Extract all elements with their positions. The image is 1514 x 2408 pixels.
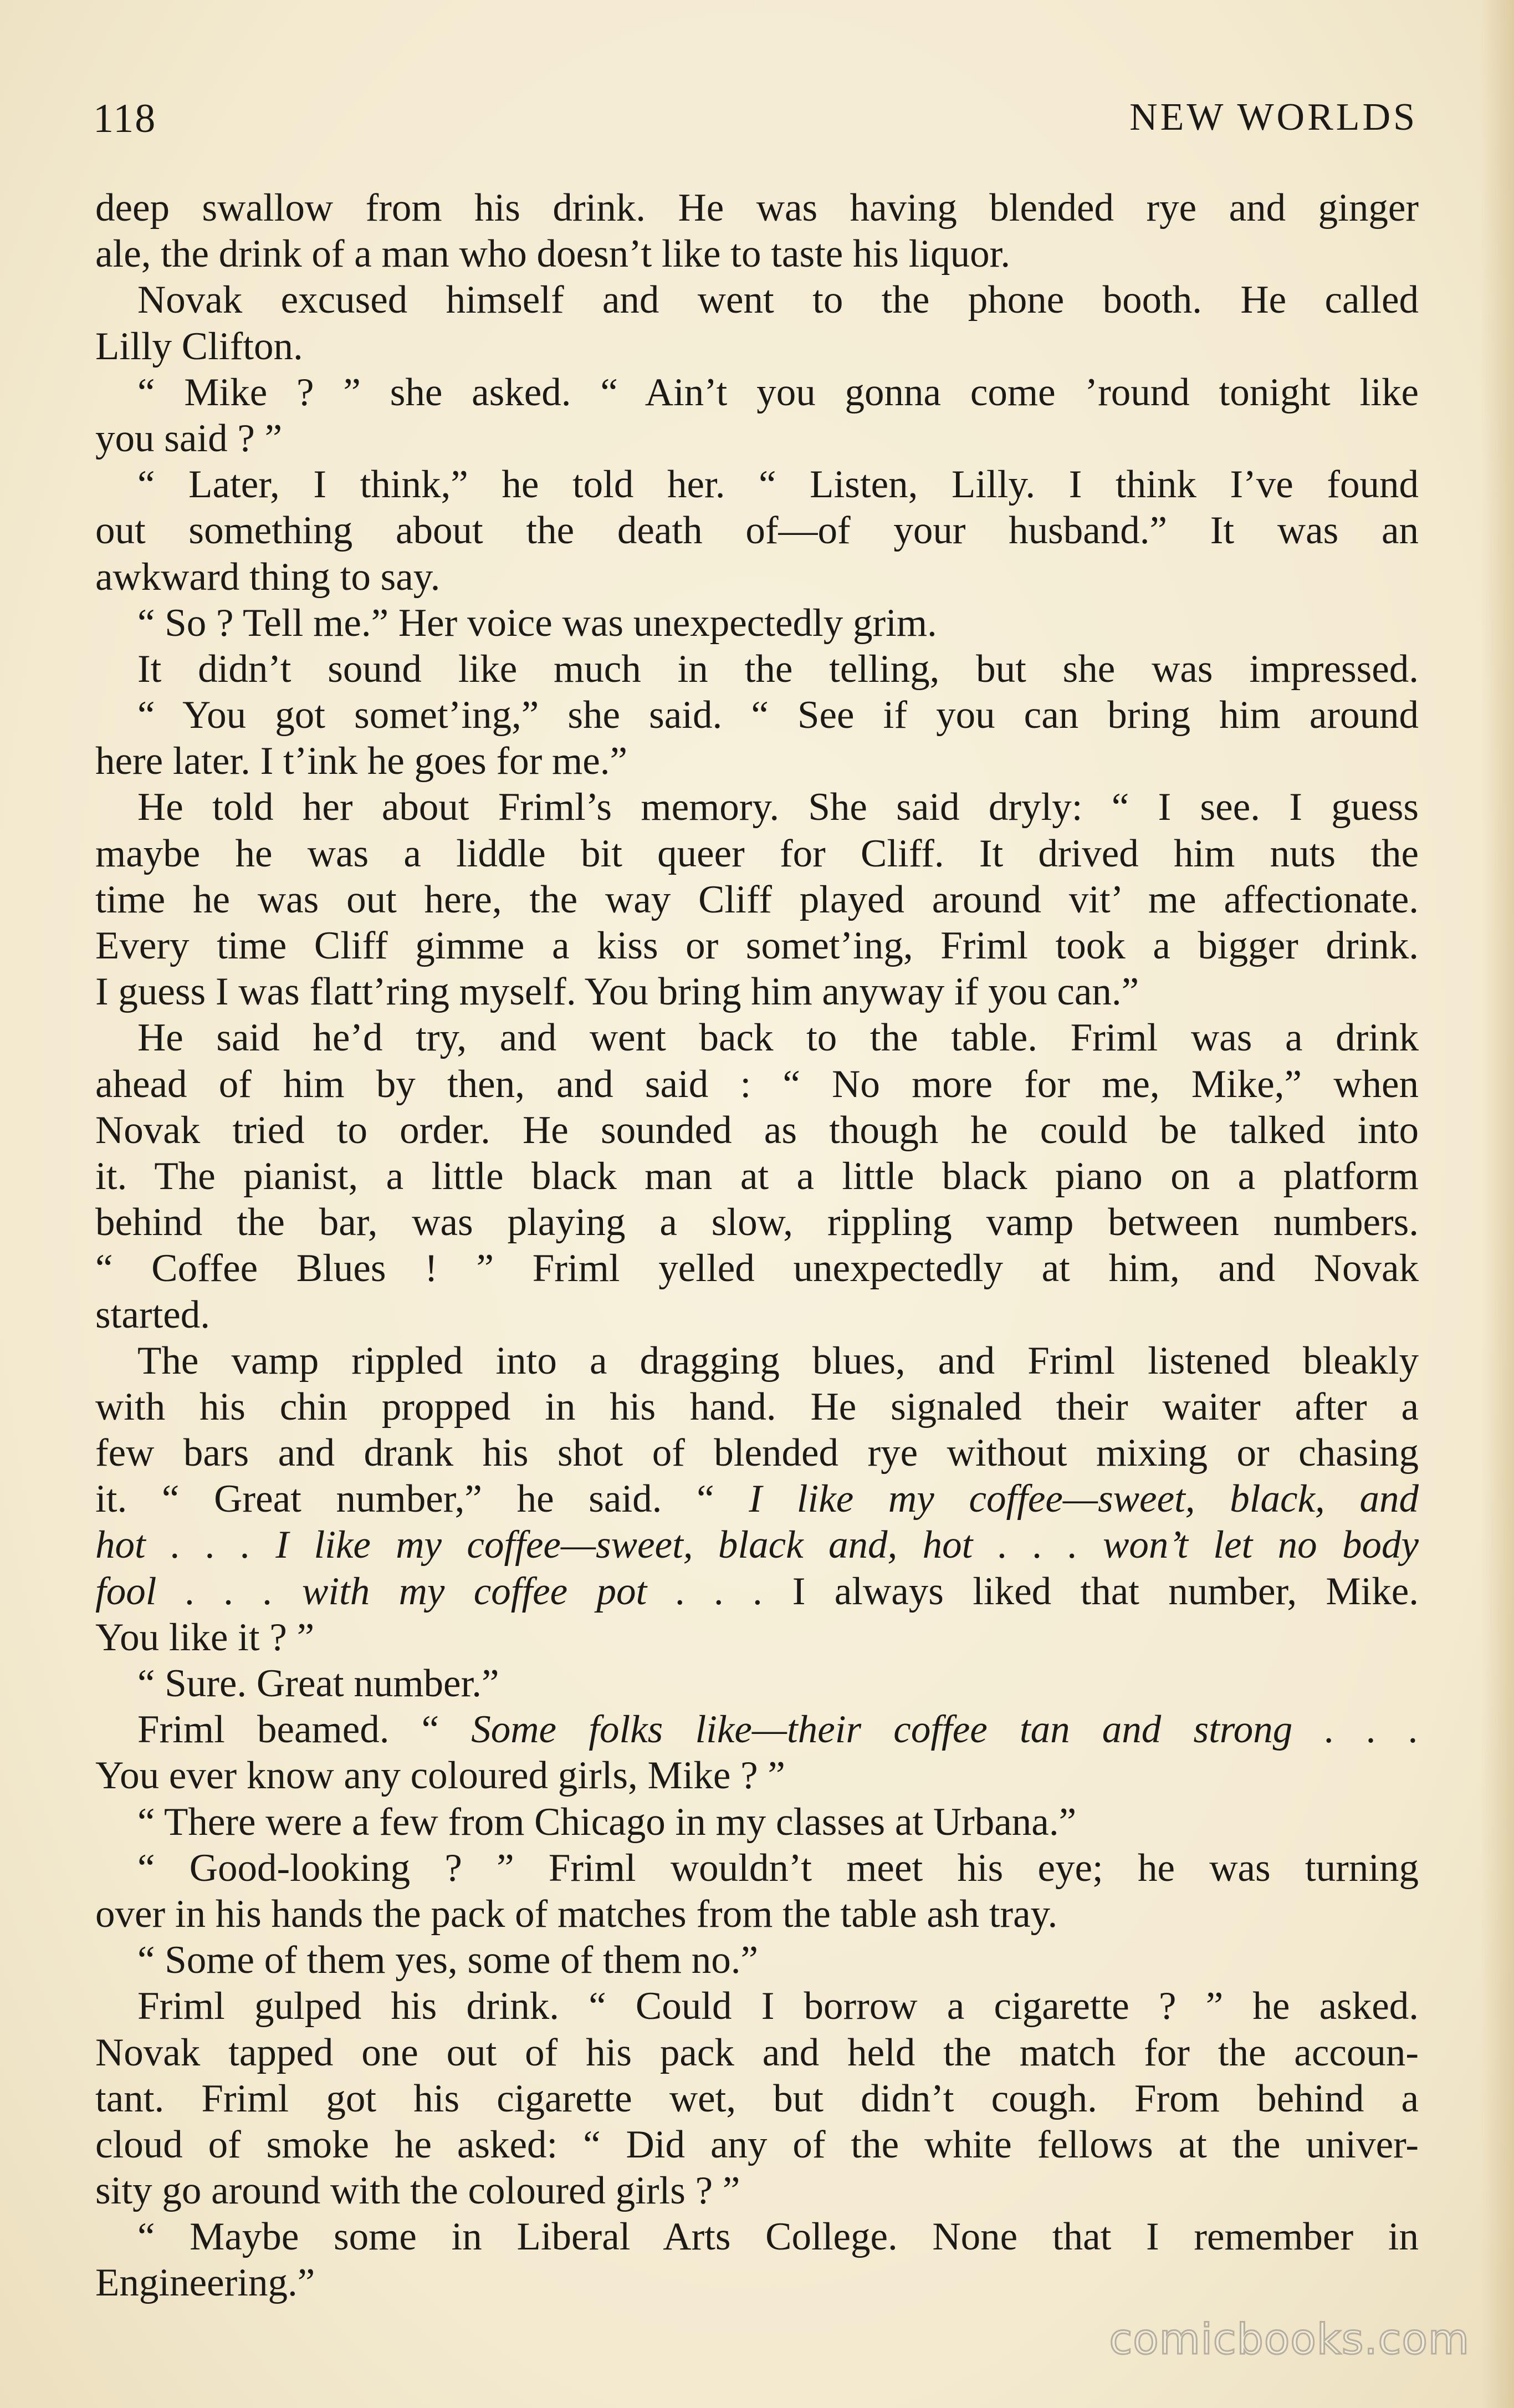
page-edge-shading (1481, 0, 1514, 2408)
text-line (95, 1707, 1419, 1753)
text-line (95, 1200, 1419, 1246)
italic-text: I like my coffee—sweet, black, and (749, 1477, 1419, 1521)
text-line (95, 1569, 1419, 1615)
line-text: tant. Friml got his cigarette wet, but didn’t cough. From behind a (95, 2077, 1419, 2120)
line-text: I guess I was flatt’ring myself. You bring him anyway if you can.” (95, 970, 1139, 1014)
text-line (95, 2122, 1419, 2168)
line-text: it. “ Great number,” he said. “ (95, 1477, 749, 1521)
text-line (95, 1799, 1419, 1845)
text-line (95, 2030, 1419, 2076)
line-text: “ Mike ? ” she asked. “ Ain’t you gonna come ’round tonight like (137, 370, 1419, 414)
line-text: “ Sure. Great number.” (137, 1662, 499, 1705)
line-text: ale, the drink of a man who doesn’t like to taste his liquor. (95, 232, 1011, 276)
line-text: Lilly Clifton. (95, 324, 303, 368)
line-text: The vamp rippled into a dragging blues, and Friml listened bleakly (137, 1339, 1419, 1382)
text-line (95, 462, 1419, 508)
text-line (95, 1983, 1419, 2029)
line-text: I always liked that number, Mike. (763, 1569, 1419, 1613)
text-line (95, 1891, 1419, 1937)
line-text: Every time Cliff gimme a kiss or somet’ing, Friml took a bigger drink. (95, 924, 1419, 967)
line-text: with his chin propped in his hand. He signaled their waiter after a (95, 1385, 1419, 1429)
line-text: ahead of him by then, and said : “ No more for me, Mike,” when (95, 1062, 1419, 1106)
line-text: “ There were a few from Chicago in my classes at Urbana.” (137, 1800, 1077, 1844)
italic-text: Some folks like—their coffee tan and strong . . . (471, 1708, 1419, 1752)
watermark: comicbooks.com (1109, 2314, 1470, 2364)
page-number: 118 (93, 96, 157, 141)
text-line (95, 831, 1419, 877)
text-line (95, 1246, 1419, 1292)
text-line (95, 1062, 1419, 1108)
line-text: over in his hands the pack of matches from the table ash tray. (95, 1892, 1058, 1936)
line-text: “ Later, I think,” he told her. “ Listen, Lilly. I think I’ve found (137, 463, 1419, 507)
line-text: Friml beamed. “ (137, 1708, 472, 1752)
text-line (95, 1845, 1419, 1891)
line-text: it. The pianist, a little black man at a little black piano on a platform (95, 1154, 1419, 1198)
line-text: You like it ? ” (95, 1615, 315, 1659)
text-line (95, 231, 1419, 277)
line-text: cloud of smoke he asked: “ Did any of the white fellows at the univer- (95, 2123, 1419, 2166)
line-text: “ Maybe some in Liberal Arts College. None that I remember in (137, 2215, 1419, 2259)
text-line (95, 1522, 1419, 1568)
text-line (95, 646, 1419, 692)
line-text: you said ? ” (95, 416, 283, 460)
line-text: out something about the death of—of your husband.” It was an (95, 509, 1419, 553)
text-line (95, 1338, 1419, 1384)
text-line (95, 877, 1419, 923)
line-text: “ Coffee Blues ! ” Friml yelled unexpectedly at him, and Novak (95, 1247, 1419, 1290)
line-text: maybe he was a liddle bit queer for Cliff. It drived him nuts the (95, 831, 1419, 875)
text-line (95, 1476, 1419, 1522)
body-text (95, 185, 1419, 2307)
text-line (95, 692, 1419, 738)
text-line (95, 1661, 1419, 1707)
line-text: sity go around with the coloured girls ? ” (95, 2169, 740, 2213)
line-text: “ So ? Tell me.” Her voice was unexpectedly grim. (137, 601, 937, 645)
italic-text: fool . . . with my coffee pot . . . (95, 1569, 764, 1613)
text-line (95, 1015, 1419, 1061)
italic-text: hot . . . I like my coffee—sweet, black and, hot . . . won’t let no body (95, 1523, 1419, 1567)
line-text: Novak tried to order. He sounded as though he could be talked into (95, 1108, 1419, 1152)
text-line (95, 1108, 1419, 1154)
line-text: time he was out here, the way Cliff played around vit’ me affectionate. (95, 878, 1419, 921)
line-text: awkward thing to say. (95, 555, 441, 599)
text-line (95, 1753, 1419, 1799)
text-line (95, 784, 1419, 830)
text-line (95, 370, 1419, 416)
line-text: few bars and drank his shot of blended rye without mixing or chasing (95, 1431, 1419, 1475)
line-text: Friml gulped his drink. “ Could I borrow a cigarette ? ” he asked. (137, 1984, 1419, 2028)
text-line (95, 969, 1419, 1015)
line-text: “ Good-looking ? ” Friml wouldn’t meet his eye; he was turning (137, 1846, 1419, 1890)
text-line (95, 554, 1419, 600)
text-line (95, 185, 1419, 231)
text-line (95, 416, 1419, 462)
text-line (95, 1384, 1419, 1430)
text-line (95, 508, 1419, 554)
text-line (95, 2214, 1419, 2260)
line-text: behind the bar, was playing a slow, rippling vamp between numbers. (95, 1201, 1419, 1244)
text-line (95, 1292, 1419, 1338)
text-line (95, 600, 1419, 646)
line-text: deep swallow from his drink. He was having blended rye and ginger (95, 186, 1419, 229)
line-text: “ You got somet’ing,” she said. “ See if you can bring him around (137, 693, 1419, 737)
line-text: Novak excused himself and went to the phone booth. He called (137, 278, 1419, 322)
text-line (95, 1615, 1419, 1661)
text-line (95, 2260, 1419, 2306)
line-text: here later. I t’ink he goes for me.” (95, 739, 628, 783)
text-line (95, 1154, 1419, 1200)
text-line (95, 1430, 1419, 1476)
line-text: It didn’t sound like much in the telling, but she was impressed. (137, 647, 1419, 691)
text-line (95, 2076, 1419, 2122)
text-line (95, 1937, 1419, 1983)
text-line (95, 277, 1419, 323)
running-head: NEW WORLDS (1129, 96, 1418, 139)
line-text: He said he’d try, and went back to the table. Friml was a drink (137, 1016, 1419, 1060)
line-text: Engineering.” (95, 2261, 315, 2305)
text-line (95, 923, 1419, 969)
text-line (95, 738, 1419, 784)
line-text: “ Some of them yes, some of them no.” (137, 1938, 758, 1982)
page-header (93, 95, 1418, 151)
line-text: You ever know any coloured girls, Mike ? ” (95, 1754, 785, 1798)
line-text: He told her about Friml’s memory. She said dryly: “ I see. I guess (137, 785, 1419, 829)
line-text: Novak tapped one out of his pack and held the match for the accoun- (95, 2031, 1419, 2074)
text-line (95, 2168, 1419, 2214)
line-text: started. (95, 1293, 211, 1336)
text-line (95, 324, 1419, 370)
